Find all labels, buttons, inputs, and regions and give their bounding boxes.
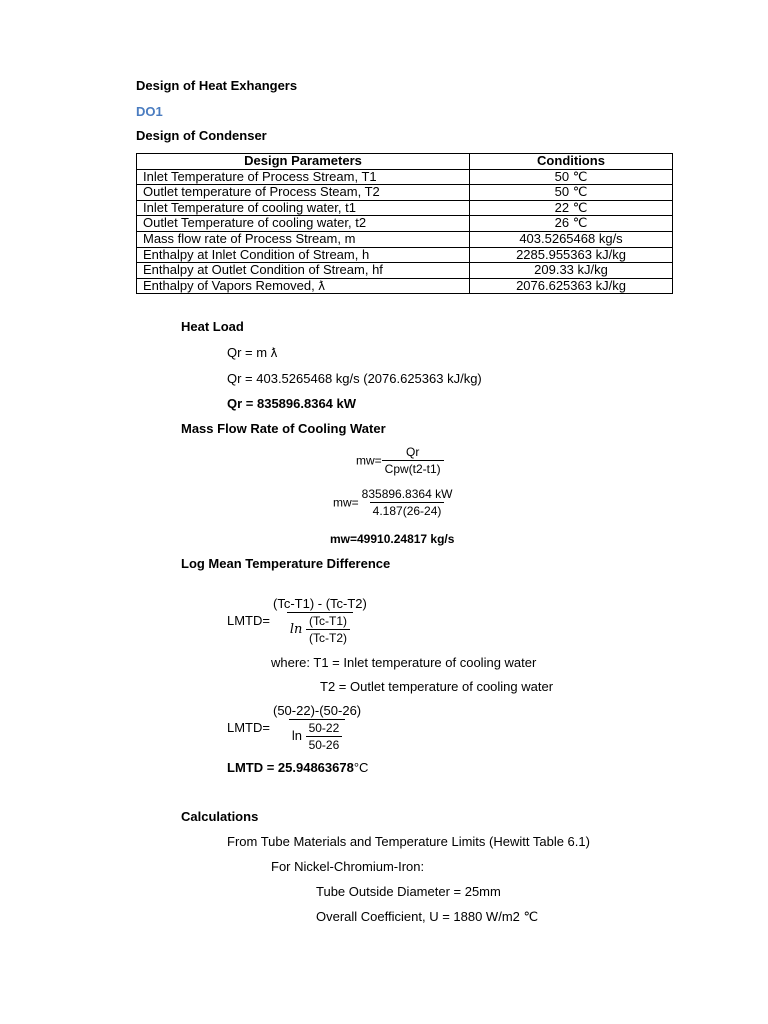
fraction-numerator: 835896.8364 kW bbox=[361, 487, 453, 501]
fraction-numerator: 50-22 bbox=[308, 721, 340, 735]
section-subtitle: Design of Condenser bbox=[136, 128, 267, 143]
table-row bbox=[137, 278, 673, 294]
ln-fraction bbox=[306, 614, 350, 645]
fraction-numerator: Qr bbox=[406, 445, 420, 459]
table-cell: 2076.625363 kJ/kg bbox=[470, 278, 673, 294]
table-cell: Enthalpy at Inlet Condition of Stream, h bbox=[137, 247, 470, 263]
lmtd-fraction bbox=[270, 596, 370, 645]
lmtd-result bbox=[227, 760, 368, 775]
table-row bbox=[137, 247, 673, 263]
heat-load-result: Qr = 835896.8364 kW bbox=[227, 396, 357, 411]
lmtd-substitution bbox=[227, 703, 364, 752]
lmtd-where-2: T2 = Outlet temperature of cooling water bbox=[320, 679, 554, 694]
table-cell: Mass flow rate of Process Stream, m bbox=[137, 231, 470, 247]
ln-symbol: ln bbox=[289, 621, 303, 637]
calculations-line: Tube Outside Diameter = 25mm bbox=[316, 884, 501, 899]
heat-load-substitution: Qr = 403.5265468 kg/s (2076.625363 kJ/kg) bbox=[227, 371, 482, 386]
section-label: DO1 bbox=[136, 104, 163, 119]
lmtd-where-1: where: T1 = Inlet temperature of cooling water bbox=[271, 655, 537, 670]
table-cell: 2285.955363 kJ/kg bbox=[470, 247, 673, 263]
fraction-numerator: (Tc-T1) - (Tc-T2) bbox=[272, 596, 367, 611]
mass-flow-heading: Mass Flow Rate of Cooling Water bbox=[181, 421, 386, 436]
design-parameters-table bbox=[136, 153, 673, 294]
table-cell: Enthalpy at Outlet Condition of Stream, hf bbox=[137, 263, 470, 279]
mass-flow-formula bbox=[356, 445, 444, 476]
fraction-numerator: (50-22)-(50-26) bbox=[272, 703, 362, 718]
table-cell: Outlet Temperature of cooling water, t2 bbox=[137, 216, 470, 232]
heat-load-equation: Qr = m ƛ bbox=[227, 345, 278, 360]
fraction-denominator bbox=[289, 719, 345, 752]
table-cell: 403.5265468 kg/s bbox=[470, 231, 673, 247]
fraction-denominator: 50-26 bbox=[306, 736, 343, 752]
ln-fraction bbox=[306, 721, 343, 752]
fraction-denominator: Cpw(t2-t1) bbox=[382, 460, 444, 476]
calculations-line: From Tube Materials and Temperature Limits (Hewitt Table 6.1) bbox=[227, 834, 590, 849]
table-cell: Inlet Temperature of Process Stream, T1 bbox=[137, 169, 470, 185]
table-cell: 209.33 kJ/kg bbox=[470, 263, 673, 279]
table-cell: 22 ℃ bbox=[470, 200, 673, 216]
ln-symbol: ln bbox=[291, 727, 302, 743]
table-cell: 26 ℃ bbox=[470, 216, 673, 232]
table-cell: 50 ℃ bbox=[470, 169, 673, 185]
mass-flow-fraction bbox=[382, 445, 444, 476]
lmtd-result-value: LMTD = 25.94863678 bbox=[227, 760, 354, 775]
table-row bbox=[137, 216, 673, 232]
mass-flow-lhs: mw= bbox=[356, 453, 382, 468]
document-title: Design of Heat Exhangers bbox=[136, 78, 298, 93]
lmtd-lhs: LMTD= bbox=[227, 720, 270, 735]
fraction-numerator: (Tc-T1) bbox=[309, 614, 347, 628]
mass-flow-fraction bbox=[359, 487, 456, 518]
calculations-line: Overall Coefficient, U = 1880 W/m2 ℃ bbox=[316, 909, 539, 924]
mass-flow-substitution bbox=[333, 487, 455, 518]
table-header-row bbox=[137, 154, 673, 170]
table-cell: 50 ℃ bbox=[470, 185, 673, 201]
calculations-heading: Calculations bbox=[181, 809, 259, 824]
lmtd-fraction bbox=[270, 703, 364, 752]
heat-load-heading: Heat Load bbox=[181, 319, 244, 334]
table-cell: Outlet temperature of Process Steam, T2 bbox=[137, 185, 470, 201]
table-cell: Enthalpy of Vapors Removed, ƛ bbox=[137, 278, 470, 294]
table-row bbox=[137, 263, 673, 279]
fraction-denominator: 4.187(26-24) bbox=[370, 502, 445, 518]
fraction-denominator bbox=[287, 612, 353, 645]
table-row bbox=[137, 200, 673, 216]
column-header: Design Parameters bbox=[137, 154, 470, 170]
table-row bbox=[137, 231, 673, 247]
lmtd-heading: Log Mean Temperature Difference bbox=[181, 556, 391, 571]
column-header: Conditions bbox=[470, 154, 673, 170]
mass-flow-result: mw=49910.24817 kg/s bbox=[330, 532, 455, 546]
lmtd-lhs: LMTD= bbox=[227, 613, 270, 628]
fraction-denominator: (Tc-T2) bbox=[306, 629, 350, 645]
table-row bbox=[137, 185, 673, 201]
table-cell: Inlet Temperature of cooling water, t1 bbox=[137, 200, 470, 216]
calculations-line: For Nickel-Chromium-Iron: bbox=[271, 859, 425, 874]
lmtd-result-unit: °C bbox=[353, 760, 369, 775]
lmtd-formula bbox=[227, 596, 370, 645]
table-row bbox=[137, 169, 673, 185]
mass-flow-lhs: mw= bbox=[333, 495, 359, 510]
